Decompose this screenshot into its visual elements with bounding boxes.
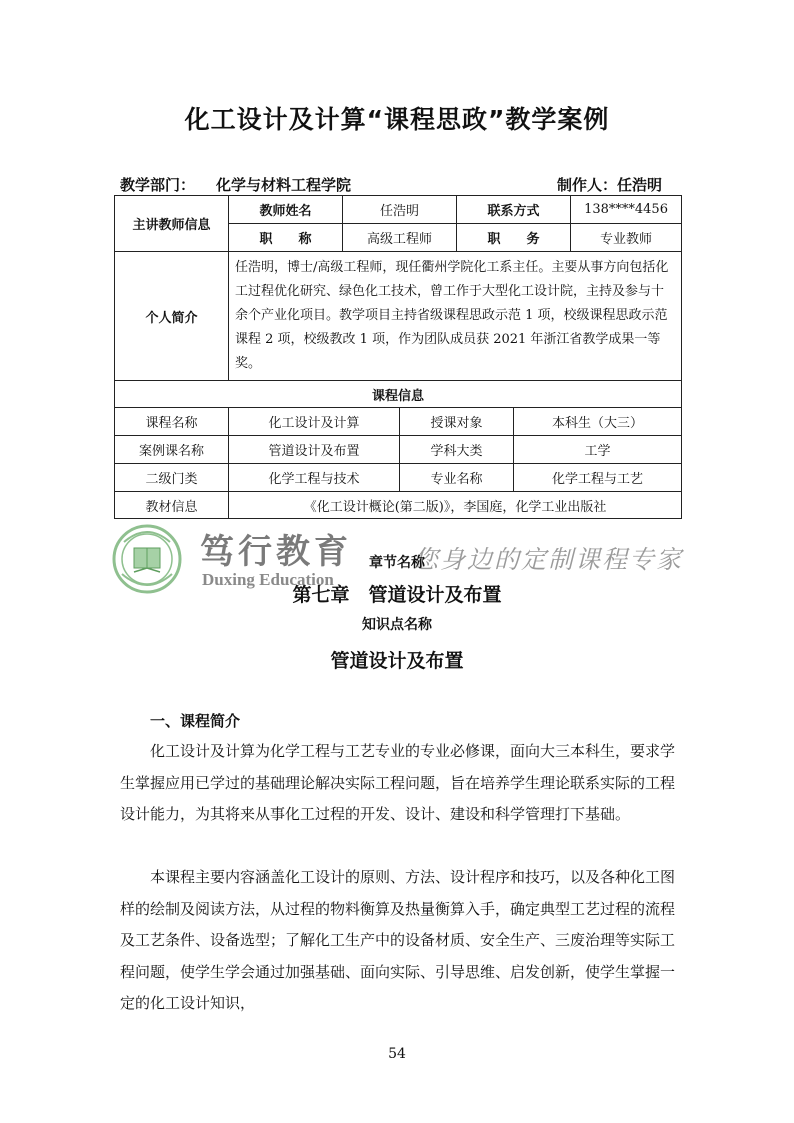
name-label: 教师姓名 (229, 196, 343, 224)
paragraph-2: 本课程主要内容涵盖化工设计的原则、方法、设计程序和技巧，以及各种化工图样的绘制及阅读方法，从过程的物料衡算及热量衡算入手，确定典型工艺过程的流程及工艺条件、设备选型；了解化工生产中的设备材质、安全生产、三废治理等实际工程问题，使学生学会通过加强基础、面向实际、引导思维、启发创新，使学生掌握一定的化工设计知识， (120, 868, 676, 1012)
knowledge-point-label: 知识点名称 (362, 617, 432, 633)
course-cell: 二级门类 (115, 464, 229, 492)
page-number: 54 (388, 1046, 406, 1062)
course-row (115, 464, 682, 492)
teacher-section-label: 主讲教师信息 (115, 196, 229, 252)
course-cell: 本科生（大三） (514, 408, 682, 436)
contact-label: 联系方式 (457, 196, 571, 224)
course-row (115, 408, 682, 436)
section-heading: 一、课程简介 (150, 712, 241, 730)
bio-text: 任浩明，博士/高级工程师，现任衢州学院化工系主任。主要从事方向包括化工过程优化研究、绿色化工技术，曾工作于大型化工设计院，主持及参与十余个产业化项目。教学项目主持省级课程思政示范 1 项，校级课程思政示范课程 2 项，校级教改 1 项，作为团队成员获 2021 年浙江省教学成果一等奖。 (229, 252, 682, 381)
course-cell: 案例课名称 (115, 436, 229, 464)
dept-value: 化学与材料工程学院 (216, 176, 352, 194)
bio-label: 个人简介 (115, 252, 229, 381)
info-table (114, 195, 682, 519)
teacher-row-1 (115, 196, 682, 224)
course-cell: 课程名称 (115, 408, 229, 436)
knowledge-point-title: 管道设计及布置 (330, 650, 464, 672)
maker: 制作人：任浩明 (556, 176, 662, 194)
watermark-brand-en: Duxing Education (202, 570, 334, 589)
course-cell: 授课对象 (400, 408, 514, 436)
course-header: 课程信息 (115, 381, 682, 408)
course-cell: 学科大类 (400, 436, 514, 464)
course-cell: 管道设计及布置 (229, 436, 400, 464)
dept-label: 教学部门： (120, 176, 196, 194)
chapter-label: 章节名称 (369, 555, 425, 571)
course-cell: 化学工程与工艺 (514, 464, 682, 492)
watermark-brand-cn: 笃行教育 (200, 532, 352, 572)
course-cell: 工学 (514, 436, 682, 464)
contact-value: 138****4456 (571, 196, 682, 224)
course-row (115, 436, 682, 464)
paragraph-1: 化工设计及计算为化学工程与工艺专业的专业必修课，面向大三本科生，要求学生掌握应用已学过的基础理论解决实际工程问题，旨在培养学生理论联系实际的工程设计能力，为其将来从事化工过程的开发、设计、建设和科学管理打下基础。 (120, 742, 676, 823)
watermark-slogan: 您身边的定制课程专家 (413, 545, 684, 574)
title-value: 高级工程师 (343, 224, 457, 252)
course-cell: 化工设计及计算 (229, 408, 400, 436)
meta-row (120, 172, 668, 194)
bio-row (115, 252, 682, 381)
title-label: 职 称 (229, 224, 343, 252)
course-cell: 化学工程与技术 (229, 464, 400, 492)
course-header-row (115, 381, 682, 408)
course-cell: 专业名称 (400, 464, 514, 492)
textbook-label: 教材信息 (115, 492, 229, 519)
page-title: 化工设计及计算“课程思政”教学案例 (184, 105, 610, 134)
position-value: 专业教师 (571, 224, 682, 252)
chapter-title: 第七章 管道设计及布置 (292, 584, 502, 606)
name-value: 任浩明 (343, 196, 457, 224)
position-label: 职 务 (457, 224, 571, 252)
textbook-value: 《化工设计概论(第二版)》，李国庭，化学工业出版社 (229, 492, 682, 519)
textbook-row (115, 492, 682, 519)
